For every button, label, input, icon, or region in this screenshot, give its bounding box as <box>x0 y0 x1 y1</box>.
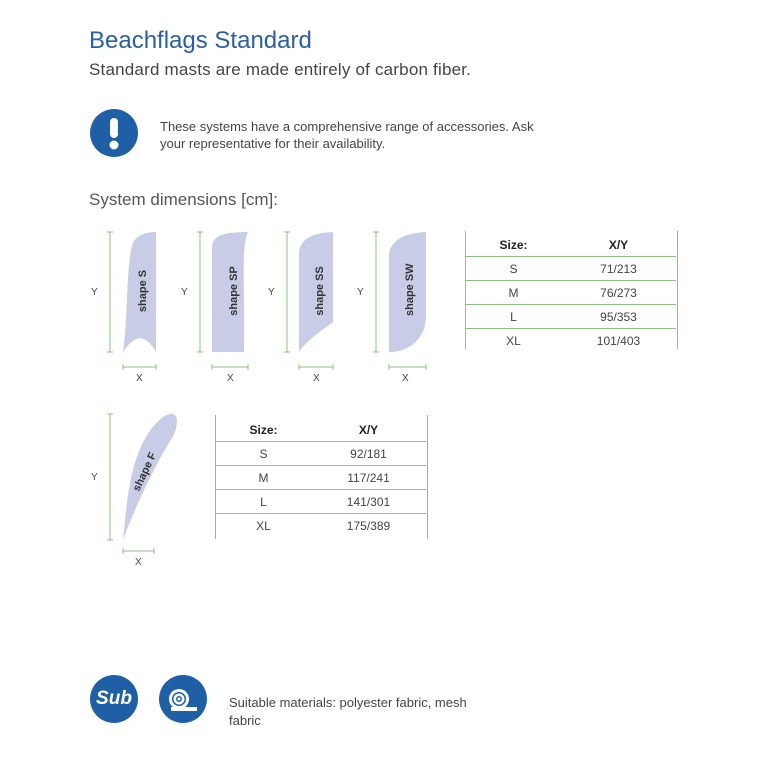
axis-y-label: Y <box>357 287 364 298</box>
shape-sw-label: shape SW <box>404 263 416 316</box>
page-title: Beachflags Standard <box>89 27 312 54</box>
size-cell: M <box>466 281 561 305</box>
shape-ss-label: shape SS <box>314 266 326 316</box>
column-header-size: Size: <box>499 238 528 252</box>
shape-sp-drawing <box>196 230 252 380</box>
fabric-roll-icon <box>159 675 207 723</box>
sub-icon-label: Sub <box>96 688 132 709</box>
xy-cell: 71/213 <box>561 257 676 281</box>
shape-s-label: shape S <box>137 269 149 313</box>
shape-f-label: shape F <box>130 450 160 494</box>
exclamation-icon <box>90 109 138 157</box>
xy-cell: 101/403 <box>561 329 676 353</box>
materials-text: Suitable materials: polyester fabric, mesh fabric <box>229 695 467 728</box>
xy-cell: 175/389 <box>311 514 426 538</box>
axis-x-label: X <box>313 373 320 384</box>
sublimation-icon <box>90 675 138 723</box>
table-row <box>216 514 426 538</box>
column-header-xy: X/Y <box>608 238 629 252</box>
xy-cell: 141/301 <box>311 490 426 514</box>
dimensions-title: System dimensions [cm]: <box>89 190 278 209</box>
notice-text: These systems have a comprehensive range of accessories. Ask your representative for their availability. <box>160 119 534 151</box>
size-cell: L <box>466 305 561 329</box>
table-row <box>216 466 426 490</box>
axis-y-label: Y <box>91 287 98 298</box>
column-header-size: Size: <box>249 423 278 437</box>
size-cell: S <box>466 257 561 281</box>
dimensions-table-1 <box>466 234 676 352</box>
axis-x-label: X <box>227 373 234 384</box>
table-row <box>216 490 426 514</box>
xy-cell: 92/181 <box>311 442 426 466</box>
table-row <box>216 442 426 466</box>
table-row <box>466 281 676 305</box>
shape-f-drawing <box>106 412 186 562</box>
shape-sw-drawing <box>372 230 432 380</box>
table-header-row <box>466 234 676 257</box>
axis-x-label: X <box>402 373 409 384</box>
xy-cell: 95/353 <box>561 305 676 329</box>
axis-x-label: X <box>136 373 143 384</box>
table-header-row <box>216 419 426 442</box>
dimensions-table-2 <box>216 419 426 537</box>
shape-sp-label: shape SP <box>228 266 240 316</box>
table-row <box>466 257 676 281</box>
column-header-xy: X/Y <box>358 423 379 437</box>
size-cell: XL <box>466 329 561 353</box>
size-cell: XL <box>216 514 311 538</box>
shape-ss-drawing <box>283 230 339 380</box>
axis-y-label: Y <box>91 472 98 483</box>
xy-cell: 76/273 <box>561 281 676 305</box>
axis-x-label: X <box>135 557 142 568</box>
axis-y-label: Y <box>181 287 188 298</box>
shape-s-drawing <box>106 230 162 380</box>
size-cell: S <box>216 442 311 466</box>
table-row <box>466 329 676 353</box>
size-cell: M <box>216 466 311 490</box>
size-cell: L <box>216 490 311 514</box>
table-row <box>466 305 676 329</box>
xy-cell: 117/241 <box>311 466 426 490</box>
page-subtitle: Standard masts are made entirely of carbon fiber. <box>89 60 472 79</box>
axis-y-label: Y <box>268 287 275 298</box>
